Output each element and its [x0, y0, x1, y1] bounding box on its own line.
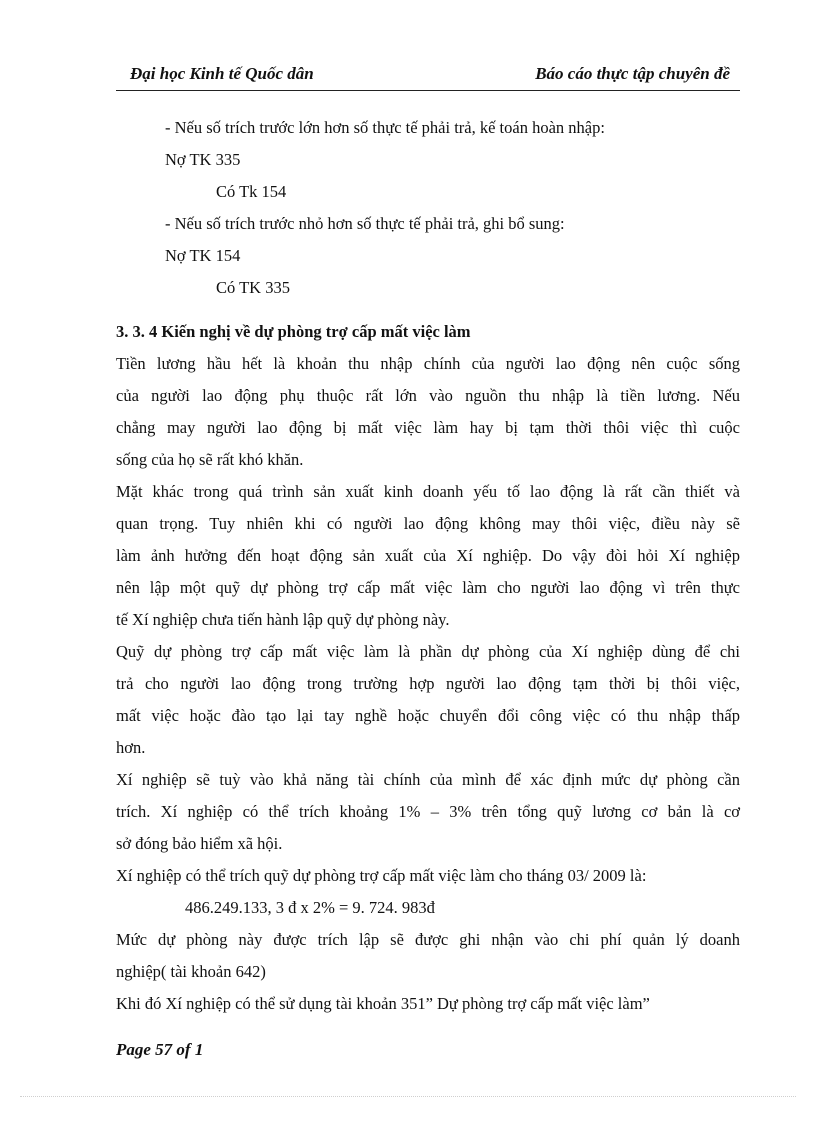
- header-university: Đại học Kinh tế Quốc dân: [130, 64, 314, 83]
- entry-line: Có TK 335: [216, 278, 290, 297]
- paragraph-2: [116, 476, 740, 636]
- section-heading: 3. 3. 4 Kiến nghị về dự phòng trợ cấp mất việc làm: [116, 322, 471, 341]
- paragraph-line: Mức dự phòng này được trích lập sẽ được ghi nhận vào chi phí quản lý doanh: [116, 930, 740, 949]
- page-number: Page 57 of 1: [116, 1040, 204, 1059]
- formula-line: 486.249.133, 3 đ x 2% = 9. 724. 983đ: [185, 898, 435, 917]
- paragraph-line: của người lao động phụ thuộc rất lớn vào nguồn thu nhập là tiền lương. Nếu: [116, 386, 740, 405]
- paragraph-line: Tiền lương hầu hết là khoản thu nhập chính của người lao động nên cuộc sống: [116, 354, 740, 373]
- paragraph-line: nên lập một quỹ dự phòng trợ cấp mất việc làm cho người lao động vì trên thực: [116, 578, 740, 597]
- entry-line: - Nếu số trích trước lớn hơn số thực tế phải trả, kế toán hoàn nhập:: [165, 118, 605, 137]
- paragraph-line: mất việc hoặc đào tạo lại tay nghề hoặc chuyển đổi công việc có thu nhập thấp: [116, 706, 740, 725]
- paragraph-6: [116, 924, 740, 988]
- paragraph-line: trả cho người lao động trong trường hợp người lao động tạm thời bị thôi việc,: [116, 674, 740, 693]
- paragraph-line: Mặt khác trong quá trình sản xuất kinh doanh yếu tố lao động là rất cần thiết và: [116, 482, 740, 501]
- paragraph-line: Xí nghiệp sẽ tuỳ vào khả năng tài chính của mình để xác định mức dự phòng cần: [116, 770, 740, 789]
- header-report-title: Báo cáo thực tập chuyên đề: [535, 64, 730, 83]
- paragraph-line: hơn.: [116, 738, 146, 757]
- paragraph-line: sống của họ sẽ rất khó khăn.: [116, 450, 304, 469]
- paragraph-line: tế Xí nghiệp chưa tiến hành lập quỹ dự phòng này.: [116, 610, 450, 629]
- paragraph-line: trích. Xí nghiệp có thể trích khoảng 1% – 3% trên tổng quỹ lương cơ bản là cơ: [116, 802, 740, 821]
- paragraph-1: [116, 348, 740, 476]
- paragraph-line: Quỹ dự phòng trợ cấp mất việc làm là phần dự phòng của Xí nghiệp dùng để chi: [116, 642, 740, 661]
- paragraph-3: [116, 636, 740, 764]
- paragraph-line: sở đóng bảo hiểm xã hội.: [116, 834, 283, 853]
- page-bottom-divider: [20, 1096, 796, 1097]
- paragraph-line: làm ảnh hưởng đến hoạt động sản xuất của Xí nghiệp. Do vậy đòi hỏi Xí nghiệp: [116, 546, 740, 565]
- paragraph-7: Khi đó Xí nghiệp có thể sử dụng tài khoản 351” Dự phòng trợ cấp mất việc làm”: [116, 994, 650, 1013]
- paragraph-line: chẳng may người lao động bị mất việc làm hay bị tạm thời thôi việc thì cuộc: [116, 418, 740, 437]
- paragraph-line: nghiệp( tài khoản 642): [116, 962, 266, 981]
- entry-line: Có Tk 154: [216, 182, 287, 201]
- paragraph-line: quan trọng. Tuy nhiên khi có người lao động không may thôi việc, điều này sẽ: [116, 514, 740, 533]
- paragraph-4: [116, 764, 740, 860]
- entry-line: - Nếu số trích trước nhỏ hơn số thực tế phải trả, ghi bổ sung:: [165, 214, 565, 233]
- paragraph-5: Xí nghiệp có thể trích quỹ dự phòng trợ cấp mất việc làm cho tháng 03/ 2009 là:: [116, 866, 647, 885]
- page-header: [116, 64, 740, 91]
- entry-line: Nợ TK 154: [165, 246, 241, 265]
- page-body: [116, 112, 740, 1020]
- entry-line: Nợ TK 335: [165, 150, 241, 169]
